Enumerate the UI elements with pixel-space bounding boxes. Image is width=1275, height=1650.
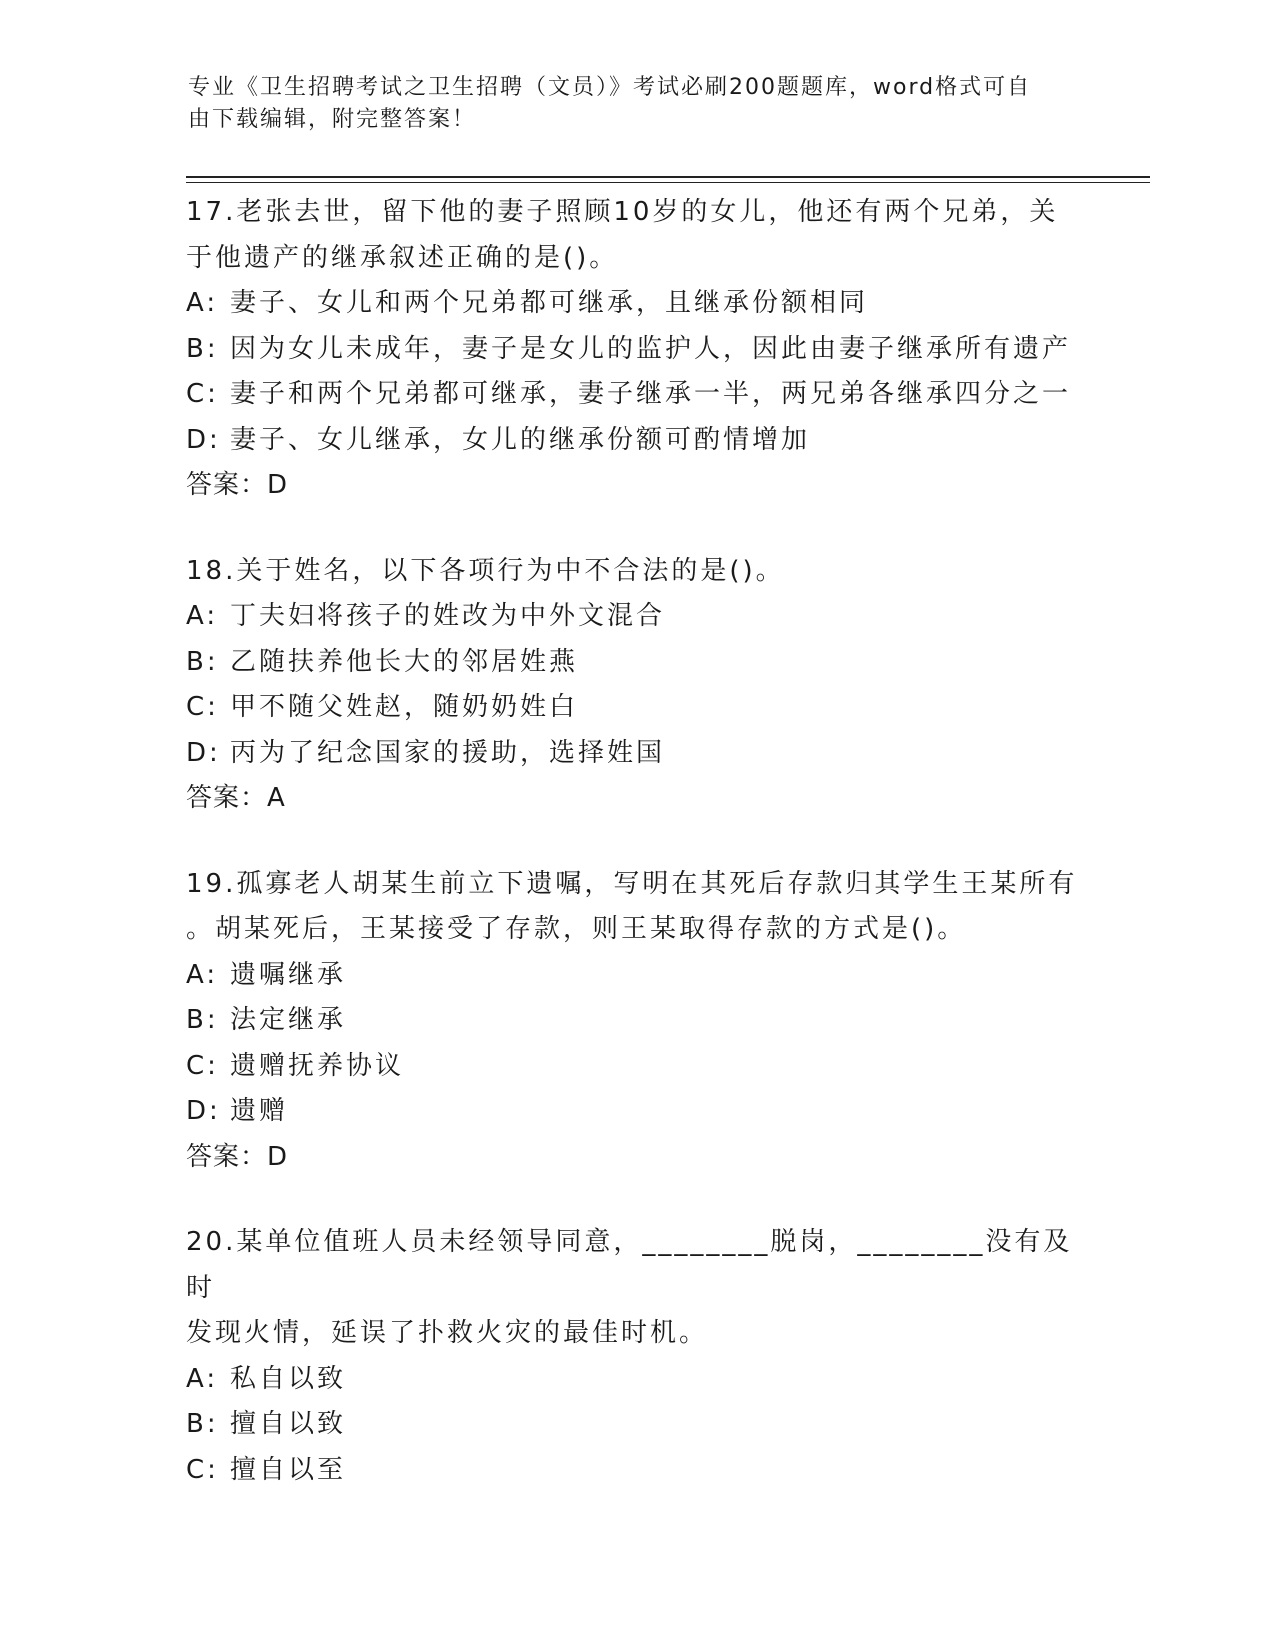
option-key: C:: [186, 1050, 219, 1081]
option-b: [186, 1402, 1086, 1448]
option-a: [186, 1357, 1086, 1403]
option-c: [186, 1044, 1086, 1090]
option-key: A:: [186, 959, 219, 990]
option-key: A:: [186, 288, 219, 318]
option-c: [186, 1448, 1086, 1494]
answer-line: 答案：A: [186, 783, 286, 813]
question-20: [186, 1220, 1086, 1493]
option-c: [186, 685, 1086, 731]
option-text: 法定继承: [230, 1005, 347, 1035]
header-divider-thin: [186, 182, 1150, 183]
option-text: 妻子、女儿继承，女儿的继承份额可酌情增加: [230, 424, 811, 455]
question-stem-line: 17.老张去世，留下他的妻子照顾10岁的女儿，他还有两个兄弟，关: [186, 197, 1059, 227]
option-text: 遗嘱继承: [230, 959, 347, 990]
option-d: [186, 731, 1086, 777]
answer-line: 答案：D: [186, 470, 289, 500]
option-key: A:: [186, 1363, 219, 1394]
option-key: B:: [186, 1409, 219, 1439]
option-c: [186, 372, 1086, 418]
option-text: 乙随扶养他长大的邻居姓燕: [230, 646, 579, 677]
question-stem-line: 19.孤寡老人胡某生前立下遗嘱，写明在其死后存款归其学生王某所有: [186, 868, 1078, 899]
option-key: D:: [186, 424, 221, 455]
option-text: 甲不随父姓赵，随奶奶姓白: [230, 692, 579, 722]
option-text: 擅自以至: [230, 1454, 347, 1485]
option-a: [186, 594, 1086, 640]
option-a: [186, 953, 1086, 999]
option-text: 因为女儿未成年，妻子是女儿的监护人，因此由妻子继承所有遗产: [230, 333, 1072, 364]
question-19: [186, 862, 1086, 1181]
option-key: B:: [186, 333, 219, 364]
option-key: C:: [186, 1454, 219, 1485]
option-text: 遗赠: [230, 1096, 289, 1126]
option-text: 擅自以致: [230, 1409, 347, 1439]
option-text: 私自以致: [230, 1363, 347, 1394]
option-key: C:: [186, 379, 219, 409]
option-text: 妻子、女儿和两个兄弟都可继承，且继承份额相同: [230, 288, 869, 318]
option-key: A:: [186, 601, 219, 631]
option-key: C:: [186, 692, 219, 722]
option-d: [186, 418, 1086, 464]
option-b: [186, 640, 1086, 686]
option-text: 遗赠抚养协议: [230, 1050, 405, 1081]
question-stem-line: 18.关于姓名，以下各项行为中不合法的是()。: [186, 555, 785, 586]
option-text: 丁夫妇将孩子的姓改为中外文混合: [230, 601, 666, 631]
option-b: [186, 327, 1086, 373]
header-divider-thick: [186, 176, 1150, 178]
question-stem-line: 20.某单位值班人员未经领导同意，________脱岗，________没有及时: [186, 1227, 1073, 1303]
option-text: 丙为了纪念国家的援助，选择姓国: [230, 737, 666, 768]
question-stem-line: 于他遗产的继承叙述正确的是()。: [186, 242, 619, 273]
answer-line: 答案：D: [186, 1141, 289, 1172]
option-a: [186, 281, 1086, 327]
question-17: [186, 190, 1086, 509]
header-line-1: 专业《卫生招聘考试之卫生招聘（文员）》考试必刷200题题库，word格式可自: [188, 75, 1032, 100]
question-list: [186, 190, 1086, 1533]
option-b: [186, 998, 1086, 1044]
option-d: [186, 1089, 1086, 1135]
header-line-2: 由下载编辑，附完整答案！: [188, 107, 477, 132]
question-stem-line: 。胡某死后，王某接受了存款，则王某取得存款的方式是()。: [186, 914, 967, 944]
question-18: [186, 549, 1086, 822]
option-key: B:: [186, 646, 219, 677]
option-text: 妻子和两个兄弟都可继承，妻子继承一半，两兄弟各继承四分之一: [230, 379, 1072, 409]
option-key: B:: [186, 1005, 219, 1035]
option-key: D:: [186, 737, 221, 768]
question-stem-line: 发现火情，延误了扑救火灾的最佳时机。: [186, 1318, 709, 1348]
document-header: [188, 72, 1068, 136]
option-key: D:: [186, 1096, 221, 1126]
